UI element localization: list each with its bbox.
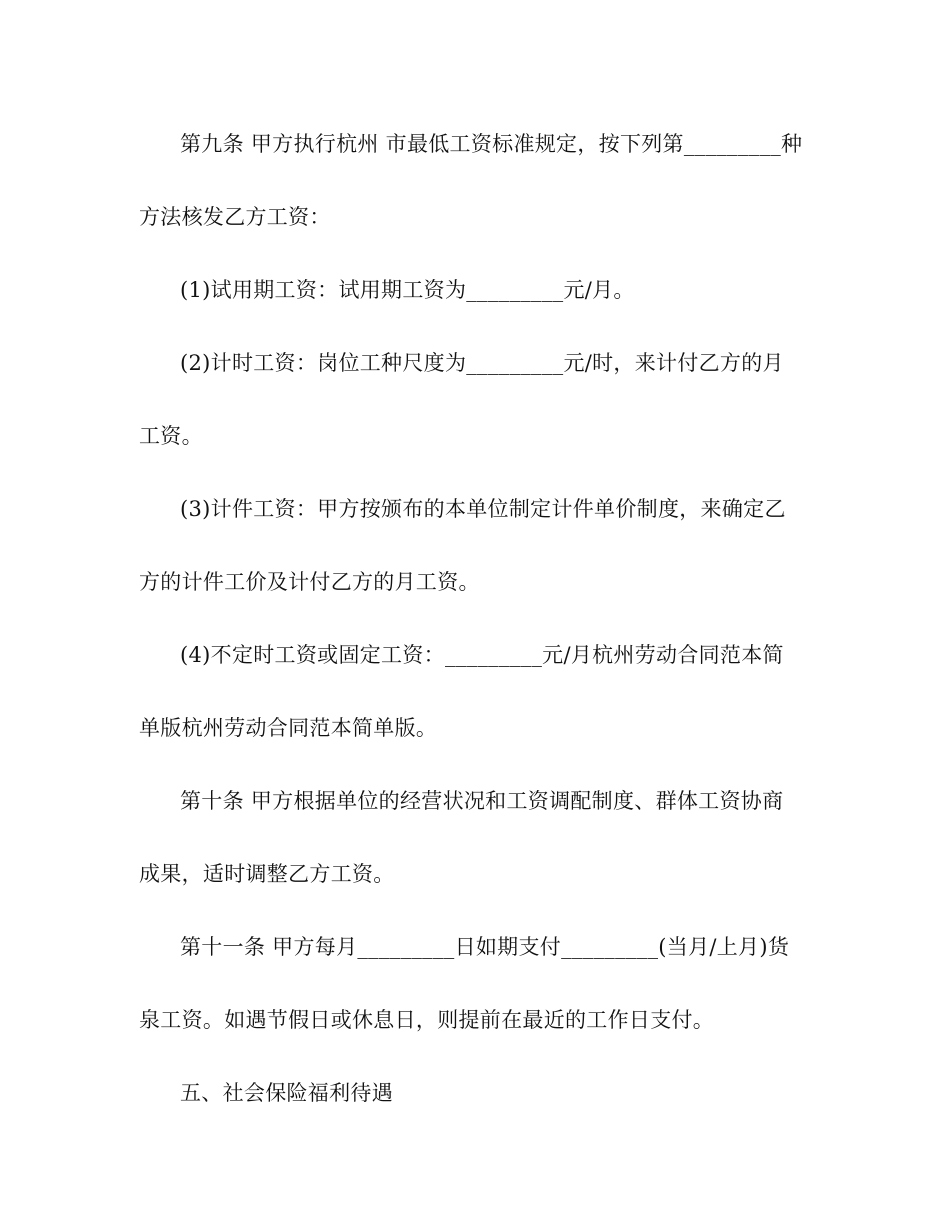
- section-5-heading: 五、社会保险福利待遇: [180, 1081, 393, 1105]
- item-2-line-1: (2)计时工资：岗位工种尺度为_________元/时，来计付乙方的月: [180, 351, 784, 375]
- item-1-line: (1)试用期工资：试用期工资为_________元/月。: [180, 278, 635, 302]
- article-9-line-1: 第九条 甲方执行杭州 市最低工资标准规定，按下列第_________种: [180, 132, 803, 156]
- article-10-line-2: 成果，适时调整乙方工资。: [139, 862, 395, 886]
- article-11-line-2: 泉工资。如遇节假日或休息日，则提前在最近的工作日支付。: [139, 1008, 715, 1032]
- item-4-line-2: 单版杭州劳动合同范本简单版。: [139, 716, 438, 740]
- article-9-line-2: 方法核发乙方工资：: [139, 205, 331, 229]
- item-4-line-1: (4)不定时工资或固定工资：_________元/月杭州劳动合同范本简: [180, 643, 784, 667]
- item-2-line-2: 工资。: [139, 424, 203, 448]
- item-3-line-1: (3)计件工资：甲方按颁布的本单位制定计件单价制度，来确定乙: [180, 497, 786, 521]
- item-3-line-2: 方的计件工价及计付乙方的月工资。: [139, 570, 480, 594]
- article-10-line-1: 第十条 甲方根据单位的经营状况和工资调配制度、群体工资协商: [180, 789, 784, 813]
- article-11-line-1: 第十一条 甲方每月_________日如期支付_________(当月/上月)货: [180, 935, 790, 959]
